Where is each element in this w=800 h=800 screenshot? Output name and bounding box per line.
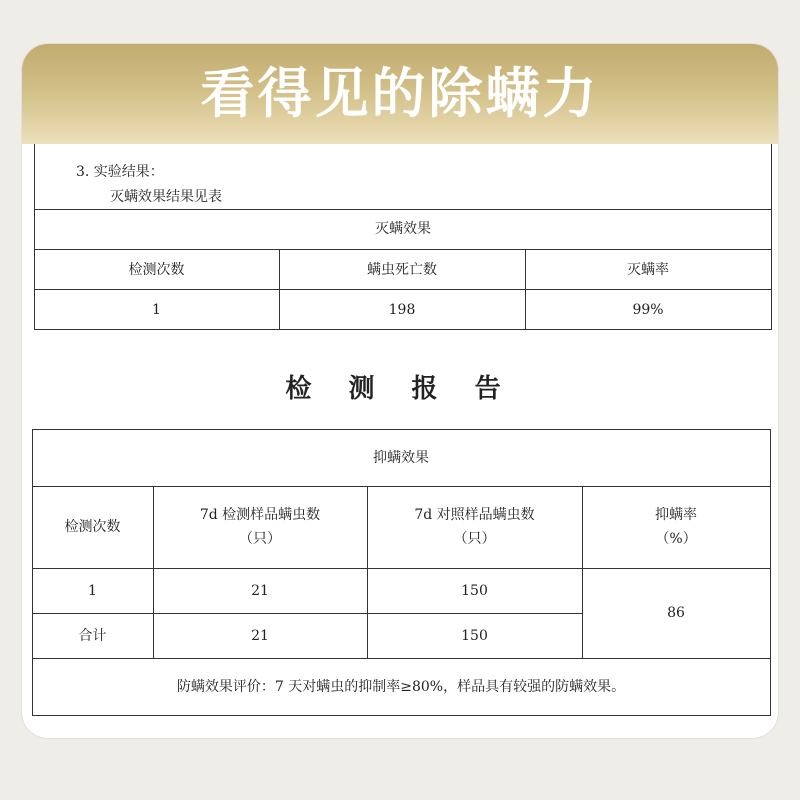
inhibit-evaluation: 防螨效果评价：7 天对螨虫的抑制率≥80%，样品具有较强的防螨效果。 [176, 679, 626, 695]
inhibit-total-test: 21 [251, 628, 269, 644]
kill-cell-count: 1 [152, 302, 161, 318]
kill-table-title: 灭螨效果 [375, 221, 431, 237]
inhibit-total-control: 150 [461, 628, 488, 644]
kill-cell-rate: 99% [632, 302, 664, 318]
kill-cell-dead: 198 [388, 302, 416, 318]
inhibit-table-title: 抑螨效果 [373, 450, 429, 466]
result-note: 灭螨效果结果见表 [110, 189, 222, 205]
inhibit-header-rate: 抑螨率 [655, 507, 697, 523]
inhibit-header-count: 检测次数 [64, 519, 121, 535]
inhibit-header-test-unit: （只） [239, 531, 281, 547]
inhibit-total-label: 合计 [78, 628, 107, 644]
banner-title: 看得见的除螨力 [200, 62, 600, 125]
report-heading: 检 测 报 告 [285, 374, 515, 404]
inhibit-rate-value: 86 [667, 605, 685, 621]
inhibit-header-control-unit: （只） [453, 531, 496, 547]
inhibit-header-control: 7d 对照样品螨虫数 [414, 507, 535, 523]
inhibit-header-test: 7d 检测样品螨虫数 [199, 507, 321, 523]
kill-header-count: 检测次数 [128, 262, 185, 278]
kill-header-rate: 灭螨率 [627, 262, 669, 278]
kill-header-dead: 螨虫死亡数 [367, 262, 437, 278]
inhibit-row1-test: 21 [251, 583, 269, 599]
inhibit-row1-control: 150 [461, 583, 488, 599]
inhibit-header-rate-unit: （%） [655, 531, 697, 547]
result-number: 3. 实验结果： [76, 164, 164, 180]
inhibit-row1-count: 1 [88, 583, 97, 599]
